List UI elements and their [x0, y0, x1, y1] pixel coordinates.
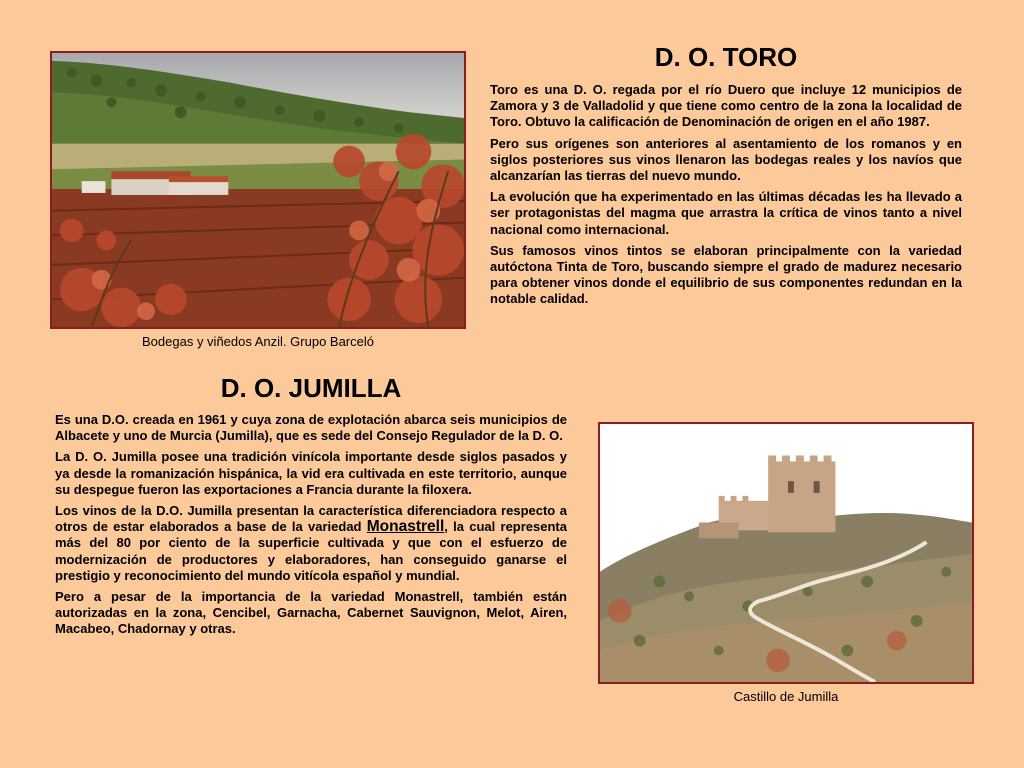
jumilla-castle-photo [598, 422, 974, 684]
toro-paragraph: Toro es una D. O. regada por el río Duero que incluye 12 municipios de Zamora y 3 de Valladolid y que tiene como centro de la zona la localidad de Toro. Obtuvo la calificación de Denominación de origen en el año 1987. [490, 82, 962, 130]
jumilla-paragraph: Es una D.O. creada en 1961 y cuya zona de explotación abarca seis municipios de Albacete y uno de Murcia (Jumilla), que es sede del Consejo Regulador de la D. O. [55, 412, 567, 444]
jumilla-title: D. O. JUMILLA [220, 373, 402, 403]
jumilla-paragraph-text: Los vinos de la D.O. Jumilla presentan la característica diferenciadora respecto a otros de estar elaborados a base de la variedad [55, 503, 567, 535]
toro-photo-caption: Bodegas y viñedos Anzil. Grupo Barceló [142, 334, 374, 349]
vineyard-landscape-illustration [52, 53, 464, 327]
toro-paragraph: Pero sus orígenes son anteriores al asentamiento de los romanos y en siglos posteriores sus vinos llenaron las bodegas reales y los navíos que alcanzarían las tierras del nuevo mundo. [490, 135, 962, 184]
monastrell-emphasis: Monastrell [366, 518, 445, 536]
castle-hill-illustration [600, 424, 972, 682]
toro-vineyard-photo [50, 51, 466, 329]
toro-paragraph: La evolución que ha experimentado en las últimas décadas les ha llevado a ser protagonistas del magma que arrastra la crítica de vinos tanto a nivel nacional como internacional. [490, 189, 962, 237]
jumilla-paragraph: Pero a pesar de la importancia de la variedad Monastrell, también están autorizadas en la zona, Cencibel, Garnacha, Cabernet Sauvignon, Melot, Airen, Macabeo, Chadornay y otras. [55, 589, 567, 637]
toro-paragraph: Sus famosos vinos tintos se elaboran principalmente con la variedad autóctona Tinta de Toro, buscando siempre el grado de madurez necesario para obtener vinos donde el equilibrio de sus componentes redundan en la notable calidad. [490, 242, 962, 307]
jumilla-paragraph: La D. O. Jumilla posee una tradición vinícola importante desde siglos pasados y ya desde la romanización hispánica, la vid era cultivada en este territorio, aunque su despegue fueron las exportaciones a Francia durante la filoxera. [55, 449, 567, 497]
jumilla-paragraph-text: , la cual representa más del 80 por ciento de la superficie cultivada y que con el esfuerzo de modernización de productores y elaboradores, han conseguido ganarse el prestigio y reconocimiento del mundo vitícola español y mundial. [55, 519, 567, 583]
toro-text-block [490, 82, 962, 313]
jumilla-paragraph [55, 503, 567, 584]
jumilla-photo-caption: Castillo de Jumilla [733, 689, 839, 704]
jumilla-text-block [55, 412, 567, 643]
toro-title: D. O. TORO [654, 42, 798, 72]
